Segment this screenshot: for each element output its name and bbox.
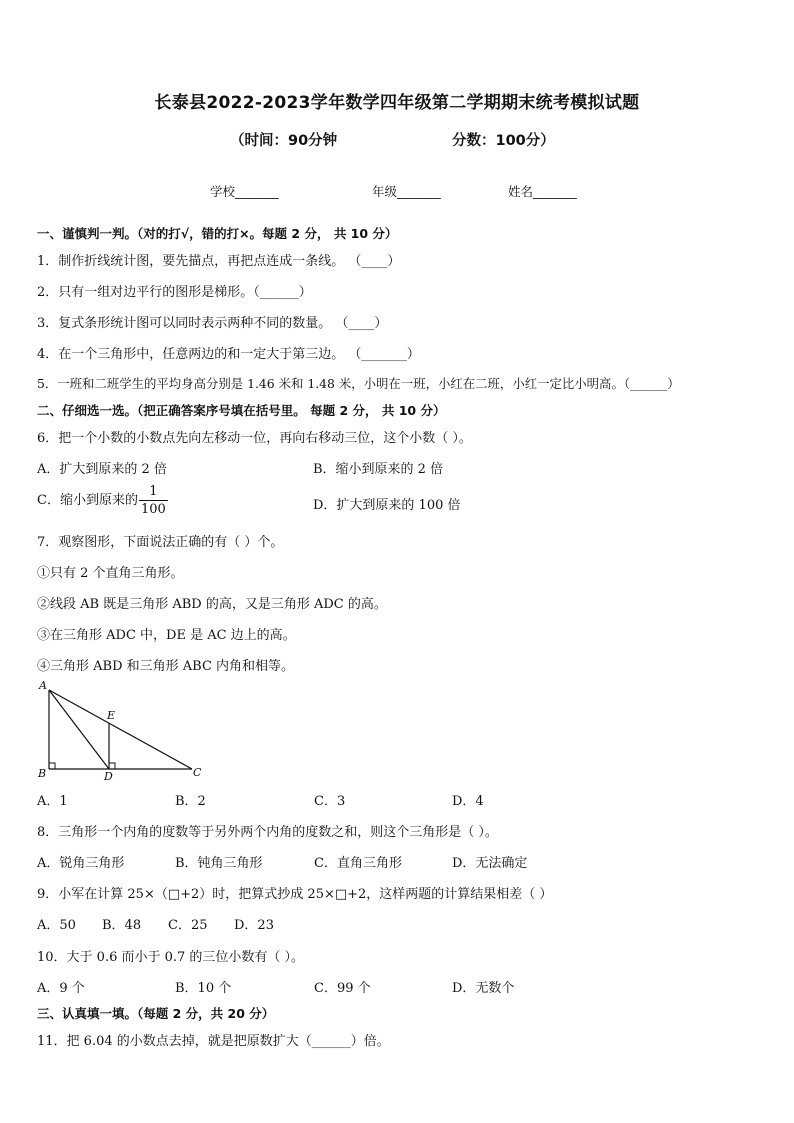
- question-1: 1．制作折线统计图，要先描点，再把点连成一条线。 （____）: [37, 254, 401, 269]
- label-b: B: [38, 767, 47, 780]
- q6-option-c-text: C．缩小到原来的: [37, 493, 138, 508]
- segment-ac: [49, 690, 192, 769]
- name-field: 姓名_______: [508, 184, 577, 199]
- q9-option-b: B．48: [102, 918, 142, 933]
- q6-option-b: B．缩小到原来的 2 倍: [313, 462, 444, 477]
- label-c: C: [193, 766, 202, 779]
- q7-option-c: C．3: [314, 794, 346, 809]
- q10-option-b: B．10 个: [175, 981, 232, 996]
- q7-statement-2: ②线段 AB 既是三角形 ABD 的高，又是三角形 ADC 的高。: [37, 597, 387, 612]
- q10-option-c: C．99 个: [314, 981, 371, 996]
- right-angle-mark-b: [49, 763, 55, 769]
- q9-option-d: D．23: [234, 918, 274, 933]
- q6-option-c: [37, 483, 168, 518]
- question-4: 4．在一个三角形中，任意两边的和一定大于第三边。 （_______）: [37, 347, 420, 362]
- q8-option-b: B．钝角三角形: [175, 856, 263, 871]
- section3-heading: 三、认真填一填。（每题 2 分，共 20 分）: [37, 1006, 275, 1021]
- fraction-numerator: 1: [139, 483, 168, 501]
- question-9: 9．小军在计算 25×（□+2）时，把算式抄成 25×□+2，这样两题的计算结果相差（ ）: [37, 887, 553, 902]
- label-e: E: [107, 709, 116, 722]
- q7-option-b: B．2: [175, 794, 206, 809]
- q7-option-d: D．4: [452, 794, 484, 809]
- label-a: A: [39, 679, 47, 692]
- question-7: 7．观察图形，下面说法正确的有（ ）个。: [37, 535, 284, 550]
- q7-statement-4: ④三角形 ABD 和三角形 ABC 内角和相等。: [37, 659, 295, 674]
- segment-ad: [49, 690, 109, 769]
- fraction-denominator: 100: [140, 502, 166, 517]
- q9-option-c: C．25: [168, 918, 208, 933]
- q7-statement-3: ③在三角形 ADC 中，DE 是 AC 边上的高。: [37, 628, 296, 643]
- question-8: 8．三角形一个内角的度数等于另外两个内角的度数之和，则这个三角形是（ ）。: [37, 825, 498, 840]
- q6-option-d: D．扩大到原来的 100 倍: [313, 498, 461, 513]
- q8-option-c: C．直角三角形: [314, 856, 402, 871]
- q10-option-a: A．9 个: [37, 981, 85, 996]
- grade-field: 年级_______: [372, 184, 441, 199]
- question-11: 11．把 6.04 的小数点去掉，就是把原数扩大（______）倍。: [37, 1034, 390, 1049]
- question-10: 10．大于 0.6 而小于 0.7 的三位小数有（ ）。: [37, 950, 305, 965]
- school-field: 学校_______: [210, 184, 279, 199]
- section2-heading: 二、仔细选一选。（把正确答案序号填在括号里。 每题 2 分， 共 10 分）: [37, 403, 446, 418]
- section1-heading: 一、谨慎判一判。（对的打√，错的打×。每题 2 分， 共 10 分）: [37, 226, 398, 241]
- question-3: 3．复式条形统计图可以同时表示两种不同的数量。 （____）: [37, 316, 388, 331]
- right-angle-mark-d: [109, 763, 115, 769]
- question-6: 6．把一个小数的小数点先向左移动一位，再向右移动三位，这个小数（ ）。: [37, 431, 472, 446]
- question-2: 2．只有一组对边平行的图形是梯形。（______）: [37, 285, 312, 300]
- q6-option-a: A．扩大到原来的 2 倍: [37, 462, 167, 477]
- q7-statement-1: ①只有 2 个直角三角形。: [37, 566, 184, 581]
- q9-option-a: A．50: [37, 918, 76, 933]
- q7-option-a: A．1: [37, 794, 68, 809]
- fraction: [139, 483, 168, 518]
- label-d: D: [104, 770, 113, 782]
- q8-option-a: A．锐角三角形: [37, 856, 125, 871]
- triangle-figure: [30, 678, 210, 782]
- q10-option-d: D．无数个: [452, 981, 515, 996]
- question-5: 5．一班和二班学生的平均身高分别是 1.46 米和 1.48 米，小明在一班，小红在二班，小红一定比小明高。（______）: [37, 376, 680, 391]
- exam-time: （时间：90分钟: [230, 133, 338, 149]
- exam-score: 分数：100分）: [452, 133, 555, 149]
- q8-option-d: D．无法确定: [452, 856, 528, 871]
- page-title: 长泰县2022-2023学年数学四年级第二学期期末统考模拟试题: [154, 93, 640, 113]
